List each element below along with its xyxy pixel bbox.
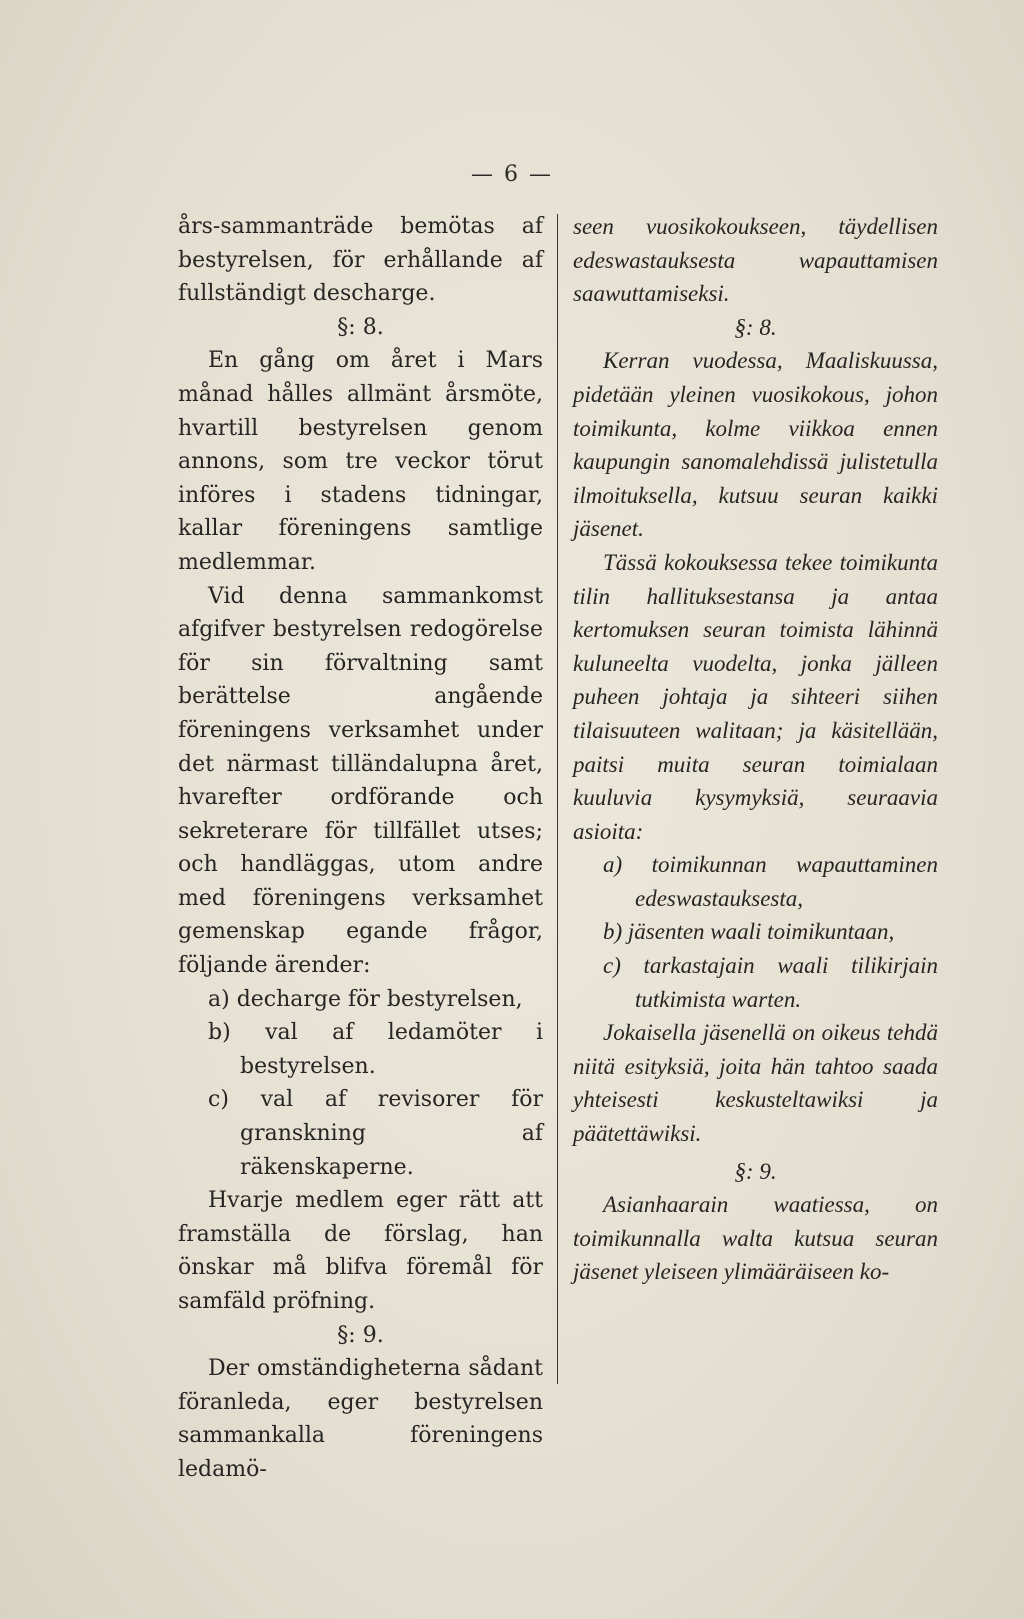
paragraph: Der omständigheterna sådant föranleda, eger bestyrelsen sammankalla föreningens ledamö- — [178, 1356, 543, 1482]
list-item: b) jäsenten waali toimikuntaan, — [603, 919, 895, 945]
paragraph: En gång om året i Mars månad hålles allmänt årsmöte, hvartill bestyrelsen genom annons, som tre veckor törut införes i stadens tidningar, kallar föreningens samtlige medlemmar. — [178, 348, 543, 575]
paragraph: års-sammanträde bemötas af bestyrelsen, för erhållande af fullständigt descharge. — [178, 214, 543, 307]
paragraph: Hvarje medlem eger rätt att framställa de förslag, han önskar må blifva föremål för samfäld pröfning. — [178, 1188, 543, 1314]
paragraph: Vid denna sammankomst afgifver bestyrelsen redogörelse för sin förvaltning samt berättelse angående föreningens verksamhet under det närmast tilländalupna året, hvarefter ordförande och sekreterare för tillfället utses; och handläggas, utom andre med föreningens verksamhet gemenskap egande frågor, följande ärender: — [178, 583, 543, 979]
list-item: a) toimikunnan wapauttaminen edeswastauksesta, — [603, 852, 938, 911]
paragraph: Jokaisella jäsenellä on oikeus tehdä niitä esityksiä, joita hän tahtoo saada yhteisesti keskusteltawiksi ja päätettäwiksi. — [573, 1020, 938, 1147]
list-item: c) tarkastajain waali tilikirjain tutkimista warten. — [603, 953, 938, 1012]
paragraph: Kerran vuodessa, Maaliskuussa, pidetään yleinen vuosikokous, johon toimikunta, kolme viikkoa ennen kaupungin sanomalehdissä julistetulla ilmoituksella, kutsuu seuran kaikki jäsenet. — [573, 348, 938, 542]
section-heading: §: 9. — [734, 1158, 777, 1184]
list-item: b) val af ledamöter i bestyrelsen. — [208, 1020, 543, 1079]
paragraph: Tässä kokouksessa tekee toimikunta tilin hallituksestansa ja antaa kertomuksen seuran toimista lähinnä kuluneelta vuodelta, jonka jälleen puheen johtaja ja sihteeri siihen tilaisuuteen walitaan; ja käsitellään, paitsi muita seuran toimialaan kuuluvia kysymyksiä, seuraavia asioita: — [573, 549, 938, 844]
section-heading: §: 8. — [337, 314, 384, 340]
paragraph: seen vuosikokoukseen, täydellisen edeswastauksesta wapauttamisen saawuttamiseksi. — [573, 214, 938, 307]
column-divider — [557, 214, 558, 1384]
list-item: a) decharge för bestyrelsen, — [208, 986, 523, 1012]
list-item: c) val af revisorer för granskning af räkenskaperne. — [208, 1087, 543, 1180]
section-heading: §: 9. — [337, 1322, 384, 1348]
page-number: — 6 — — [471, 162, 553, 187]
section-heading: §: 8. — [734, 314, 777, 340]
swedish-column — [178, 210, 543, 1487]
paragraph: Asianhaarain waatiessa, on toimikunnalla walta kutsua seuran jäsenet yleiseen ylimääräiseen ko- — [573, 1192, 938, 1285]
finnish-column — [573, 210, 938, 1289]
